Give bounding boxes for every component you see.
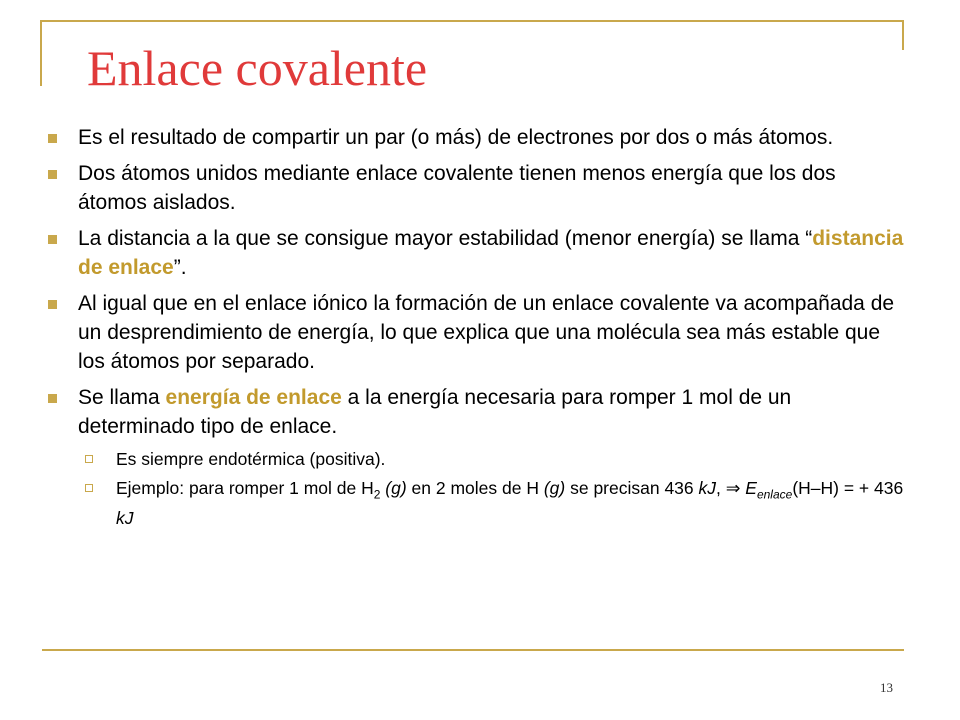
frame-top-line — [40, 20, 904, 22]
bullet-square-icon — [48, 394, 57, 403]
frame-bottom-line — [42, 649, 904, 651]
sub-bullet-text-c: en 2 moles de H — [406, 478, 544, 498]
hollow-square-icon — [85, 455, 93, 463]
page-number: 13 — [880, 680, 893, 695]
bullet-text: Dos átomos unidos mediante enlace covalente tienen menos energía que los dos átomos aislados. — [78, 162, 836, 214]
frame-right-line — [902, 20, 904, 50]
bullet-text-post: a la energía necesaria para romper 1 mol de un determinado tipo de enlace. — [78, 386, 792, 438]
highlight-energia-de-enlace: energía de enlace — [165, 386, 342, 409]
bullet-text-post: ”. — [173, 256, 187, 279]
subscript-enlace: enlace — [756, 487, 793, 502]
bullet-text-pre: La distancia a la que se consigue mayor estabilidad (menor energía) se llama “ — [78, 227, 813, 250]
hollow-square-icon — [85, 484, 93, 492]
sub-bullet-text-i: (H–H) = + 436 — [792, 478, 904, 498]
sub-bullet-text: Es siempre endotérmica (positiva). — [116, 449, 386, 469]
sub-bullet-text-a: Ejemplo: para romper 1 mol de H — [116, 478, 374, 498]
bullet-text-pre: Se llama — [78, 386, 166, 409]
bullet-square-icon — [48, 170, 57, 179]
sub-bullet-text-e: se precisan 436 — [565, 478, 699, 498]
unit-kj-1: kJ — [698, 478, 717, 498]
unit-kj-2: kJ — [116, 507, 134, 528]
state-gas-1: (g) — [380, 478, 407, 498]
slide-title: Enlace covalente — [87, 40, 428, 96]
bullet-text: Es el resultado de compartir un par (o más) de electrones por dos o más átomos. — [78, 126, 834, 149]
sub-bullet-item — [44, 448, 904, 471]
bullet-square-icon — [48, 300, 57, 309]
bullet-square-icon — [48, 235, 57, 244]
bullet-item — [44, 123, 904, 152]
bullet-item — [44, 289, 904, 376]
subscript-2: 2 — [373, 487, 381, 502]
bullet-square-icon — [48, 134, 57, 143]
state-gas-2: (g) — [543, 478, 566, 498]
bullet-text: Al igual que en el enlace iónico la formación de un enlace covalente va acompañada de un desprendimiento de energía, lo que explica que una molécula sea más estable que los átomos por separado. — [78, 292, 895, 373]
implies-arrow: , ⇒ — [716, 478, 746, 498]
energy-symbol: E — [745, 478, 757, 498]
bullet-item — [44, 159, 904, 217]
slide-content — [44, 123, 904, 536]
bullet-item — [44, 224, 904, 282]
highlight-distancia-de-enlace: distancia de enlace — [78, 227, 904, 279]
sub-bullet-item — [44, 477, 904, 530]
frame-left-line — [40, 20, 42, 86]
bullet-item — [44, 383, 904, 441]
